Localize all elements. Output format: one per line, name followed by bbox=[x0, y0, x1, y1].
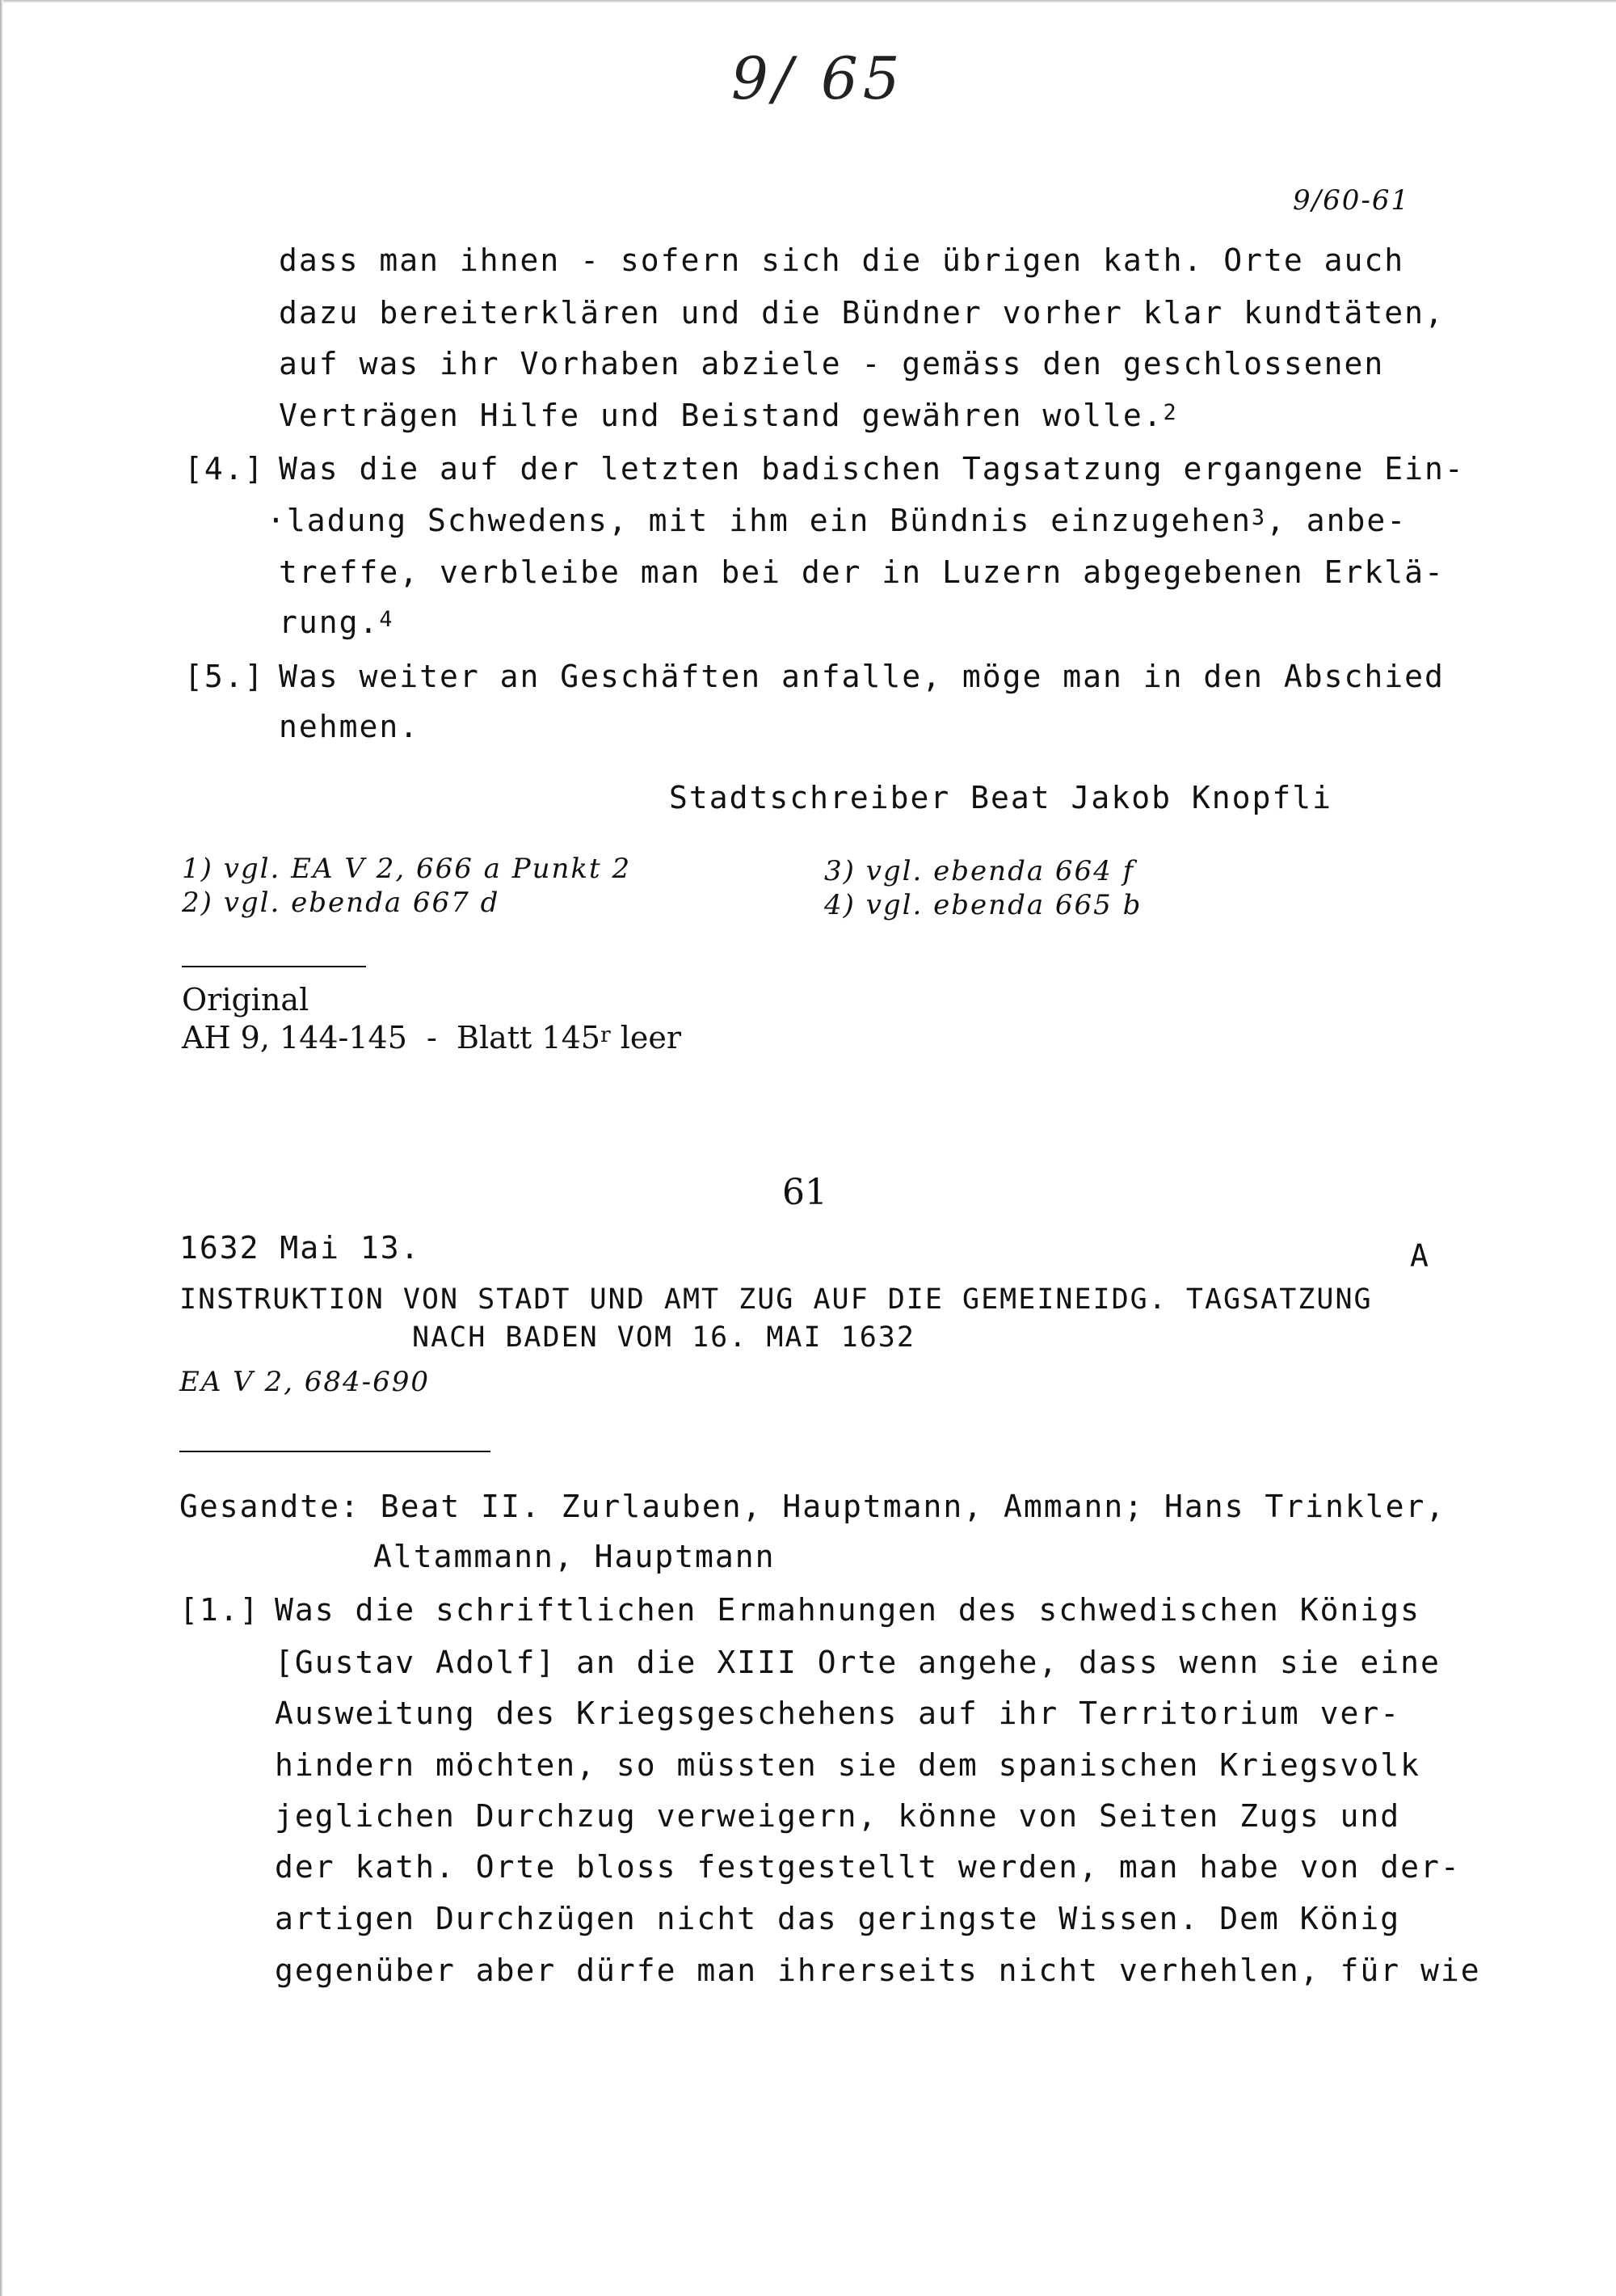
footnote-mark-2: 2 bbox=[1163, 400, 1178, 426]
item-1-number: [1.] bbox=[179, 1592, 260, 1628]
continuation-line-1: dass man ihnen - sofern sich die übrigen kath. Orte auch bbox=[279, 242, 1405, 278]
continuation-line-4 bbox=[279, 398, 1178, 433]
item-1-line-5: jeglichen Durchzug verweigern, könne von Seiten Zugs und bbox=[275, 1798, 1401, 1834]
item-5-line-1: Was weiter an Geschäften anfalle, möge man in den Abschied bbox=[279, 659, 1445, 694]
footnote-1: 1) vgl. EA V 2, 666 a Punkt 2 bbox=[182, 853, 632, 885]
document-edition-reference: EA V 2, 684-690 bbox=[179, 1366, 431, 1398]
item-4-line-1: Was die auf der letzten badischen Tagsatzung ergangene Ein- bbox=[279, 451, 1465, 487]
document-date: 1632 Mai 13. bbox=[179, 1230, 421, 1266]
signature: Stadtschreiber Beat Jakob Knopfli bbox=[669, 780, 1332, 815]
item-4-number: [4.] bbox=[184, 451, 265, 487]
header-divider bbox=[179, 1451, 490, 1452]
item-4-line-2-text: ·ladung Schwedens, mit ihm ein Bündnis einzugehen bbox=[267, 503, 1252, 538]
item-5-number: [5.] bbox=[184, 659, 265, 694]
handwritten-page-mark: 9/ 65 bbox=[731, 44, 905, 112]
document-category: A bbox=[1410, 1238, 1430, 1274]
item-1-line-3: Ausweitung des Kriegsgeschehens auf ihr Territorium ver- bbox=[275, 1696, 1401, 1731]
item-4-line-3: treffe, verbleibe man bei der in Luzern abgegebenen Erklä- bbox=[279, 554, 1445, 590]
document-title-line-2: NACH BADEN VOM 16. MAI 1632 bbox=[412, 1321, 915, 1354]
item-1-line-4: hindern möchten, so müssten sie dem spanischen Kriegsvolk bbox=[275, 1747, 1421, 1783]
item-1-line-8: gegenüber aber dürfe man ihrerseits nicht verhehlen, für wie bbox=[275, 1953, 1481, 1988]
item-1-line-7: artigen Durchzügen nicht das geringste Wissen. Dem König bbox=[275, 1901, 1401, 1936]
item-4-line-2-tail: , anbe- bbox=[1266, 503, 1408, 538]
envoys-line-1: Gesandte: Beat II. Zurlauben, Hauptmann, Ammann; Hans Trinkler, bbox=[179, 1489, 1446, 1524]
source-reference-suffix: leer bbox=[610, 1020, 682, 1055]
document-title-line-1: INSTRUKTION VON STADT UND AMT ZUG AUF DIE GEMEINEIDG. TAGSATZUNG bbox=[179, 1283, 1373, 1316]
envoys-line-2: Altammann, Hauptmann bbox=[373, 1539, 776, 1574]
item-5-line-2: nehmen. bbox=[279, 709, 420, 744]
footnote-2: 2) vgl. ebenda 667 d bbox=[182, 887, 500, 919]
source-reference-sup: r bbox=[600, 1022, 611, 1048]
source-label: Original bbox=[182, 982, 309, 1017]
source-reference-text: AH 9, 144-145 - Blatt 145 bbox=[182, 1020, 600, 1055]
item-4-line-2 bbox=[267, 503, 1407, 538]
item-4-line-4 bbox=[279, 605, 393, 640]
item-1-line-1: Was die schriftlichen Ermahnungen des schwedischen Königs bbox=[275, 1592, 1421, 1628]
item-4-line-4-text: rung. bbox=[279, 605, 380, 640]
footnote-3: 3) vgl. ebenda 664 f bbox=[824, 855, 1135, 887]
item-1-line-2: [Gustav Adolf] an die XIII Orte angehe, dass wenn sie eine bbox=[275, 1645, 1441, 1680]
footnote-divider bbox=[182, 966, 366, 967]
footnote-4: 4) vgl. ebenda 665 b bbox=[824, 889, 1143, 921]
footnote-mark-3: 3 bbox=[1252, 505, 1267, 531]
continuation-line-3: auf was ihr Vorhaben abziele - gemäss den geschlossenen bbox=[279, 346, 1385, 381]
continuation-line-4-text: Verträgen Hilfe und Beistand gewähren wolle. bbox=[279, 398, 1164, 433]
scan-edge-left bbox=[0, 0, 3, 2296]
continuation-line-2: dazu bereiterklären und die Bündner vorher klar kundtäten, bbox=[279, 295, 1445, 331]
page-reference: 9/60-61 bbox=[1293, 184, 1411, 217]
source-reference bbox=[182, 1020, 681, 1055]
item-1-line-6: der kath. Orte bloss festgestellt werden, man habe von der- bbox=[275, 1849, 1461, 1885]
scan-edge-top bbox=[0, 0, 1616, 3]
document-number: 61 bbox=[782, 1172, 827, 1213]
footnote-mark-4: 4 bbox=[379, 607, 394, 633]
